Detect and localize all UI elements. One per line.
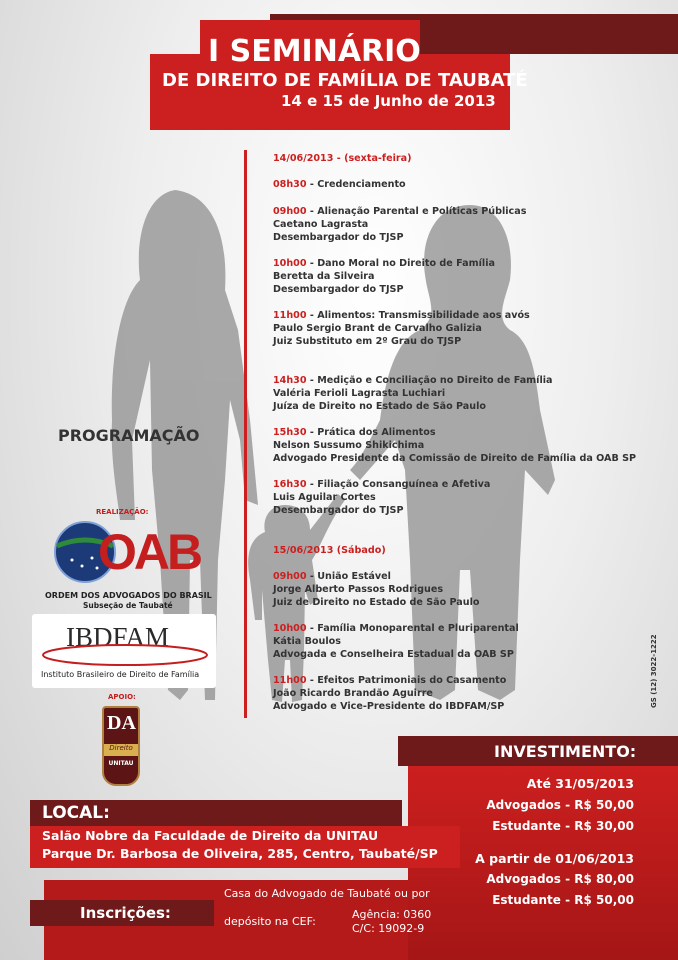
ibdfam-name: Instituto Brasileiro de Direito de Família xyxy=(41,670,200,679)
local-label: LOCAL: xyxy=(42,803,110,823)
apoio-label: APOIO: xyxy=(108,693,136,701)
list-item: 11h00 - Alimentos: Transmissibilidade aos avós Paulo Sergio Brant de Carvalho Galizia Juiz Substituto em 2º Grau do TJSP xyxy=(273,310,530,347)
list-item: 14h30 - Medição e Conciliação no Direito de Família Valéria Ferioli Lagrasta Luchiari Juíza de Direito no Estado de São Paulo xyxy=(273,375,553,412)
investimento-adv1: Advogados - R$ 50,00 xyxy=(486,798,634,812)
investimento-label: INVESTIMENTO: xyxy=(494,742,637,761)
list-item: 10h00 - Família Monoparental e Pluriparental Kátia Boulos Advogada e Conselheira Estadual da OAB SP xyxy=(273,623,519,660)
ibdfam-logo: IBDFAM xyxy=(66,622,170,652)
local-line1: Salão Nobre da Faculdade de Direito da UNITAU xyxy=(42,828,379,843)
oab-subsection: Subseção de Taubaté xyxy=(83,601,173,610)
ibdfam-swoosh-icon xyxy=(40,640,210,670)
investimento-period2: A partir de 01/06/2013 xyxy=(475,851,634,866)
list-item: 10h00 - Dano Moral no Direito de Família Beretta da Silveira Desembargador do TJSP xyxy=(273,258,495,295)
investimento-period1: Até 31/05/2013 xyxy=(526,776,634,791)
da-sub-unitau: UNITAU xyxy=(108,760,134,767)
realizacao-label: REALIZAÇÃO: xyxy=(96,508,149,516)
page-title: I SEMINÁRIO xyxy=(208,34,421,69)
event-dates: 14 e 15 de Junho de 2013 xyxy=(281,92,496,110)
list-item: 15h30 - Prática dos Alimentos Nelson Sussumo Shikichima Advogado Presidente da Comissão de Direito de Família da OAB SP xyxy=(273,427,637,464)
list-item: 09h00 - Alienação Parental e Políticas Públicas Caetano Lagrasta Desembargador do TJSP xyxy=(273,206,527,243)
timeline-line xyxy=(244,150,247,718)
oab-logo xyxy=(52,520,201,584)
oab-name: ORDEM DOS ADVOGADOS DO BRASIL xyxy=(45,591,212,600)
program-label: PROGRAMAÇÃO xyxy=(58,426,200,445)
investimento-adv2: Advogados - R$ 80,00 xyxy=(486,872,634,886)
investimento-est2: Estudante - R$ 50,00 xyxy=(492,893,634,907)
day1-heading: 14/06/2013 - (sexta-feira) xyxy=(273,153,412,164)
da-sub-direito: Direito xyxy=(104,744,138,756)
page-subtitle: DE DIREITO DE FAMÍLIA DE TAUBATÉ xyxy=(162,70,528,91)
inscricoes-label: Inscrições: xyxy=(80,904,171,922)
vertical-credit xyxy=(648,630,660,710)
investimento-est1: Estudante - R$ 30,00 xyxy=(492,819,634,833)
list-item: 16h30 - Filiação Consanguínea e Afetiva Luis Aguilar Cortes Desembargador do TJSP xyxy=(273,479,491,516)
inscricoes-line1: Casa do Advogado de Taubaté ou por xyxy=(224,887,430,900)
vertical-credit-text: GS (12) 3022-1222 xyxy=(650,634,658,708)
inscricoes-cc: C/C: 19092-9 xyxy=(352,922,425,935)
list-item: 11h00 - Efeitos Patrimoniais do Casamento João Ricardo Brandão Aguirre Advogado e Vice-Presidente do IBDFAM/SP xyxy=(273,675,507,712)
oab-logo-text: OAB xyxy=(98,524,201,580)
local-line2: Parque Dr. Barbosa de Oliveira, 285, Centro, Taubaté/SP xyxy=(42,846,438,861)
da-logo xyxy=(102,706,140,786)
list-item: 09h00 - União Estável Jorge Alberto Passos Rodrigues Juiz de Direito no Estado de São Paulo xyxy=(273,571,480,608)
inscricoes-agencia: Agência: 0360 xyxy=(352,908,432,921)
day2-heading: 15/06/2013 (Sábado) xyxy=(273,545,386,556)
list-item: 08h30 - Credenciamento xyxy=(273,179,406,190)
da-logo-text: DA xyxy=(107,712,136,734)
inscricoes-line2: depósito na CEF: xyxy=(224,915,316,928)
